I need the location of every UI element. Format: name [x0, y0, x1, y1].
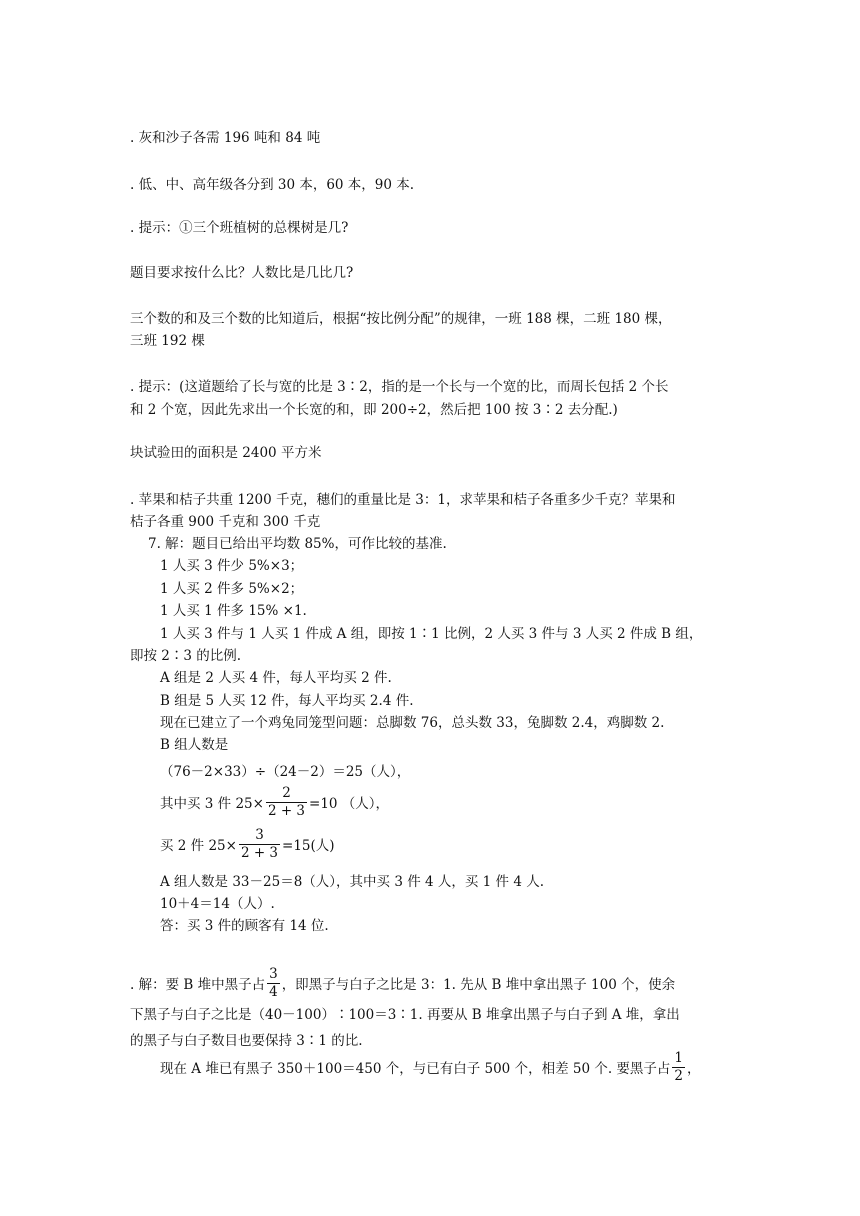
solution-line: A 组人数是 33－25＝8（人），其中买 3 件 4 人，买 1 件 4 人.	[160, 874, 545, 890]
text: 买 2 件 25×	[160, 838, 237, 854]
fraction-line	[160, 787, 389, 822]
fraction	[266, 785, 307, 820]
solution-line: 现在已建立了一个鸡兔同笼型问题：总脚数 76，总头数 33，兔脚数 2.4，鸡脚数 2.	[160, 715, 665, 731]
fraction-line	[130, 968, 675, 1003]
denominator: 2 + 3	[267, 803, 306, 819]
fraction-line	[160, 829, 335, 864]
answer-line: . 苹果和桔子共重 1200 千克，穗们的重量比是 3：1，求苹果和桔子各重多少千克？苹果和	[130, 492, 676, 508]
answer-line: 三个数的和及三个数的比知道后，根据“按比例分配”的规律，一班 188 棵，二班 180 棵，	[130, 311, 672, 327]
solution-line: 1 人买 2 件多 5%×2；	[160, 581, 304, 597]
answer-line: 和 2 个宽，因此先求出一个长宽的和，即 200÷2，然后把 100 按 3∶2 去分配.)	[130, 402, 618, 418]
solution-line: （76－2×33）÷（24－2）＝25（人），	[160, 764, 411, 780]
solution-line: 10＋4＝14（人）.	[160, 896, 275, 912]
solution-line: B 组是 5 人买 12 件，每人平均买 2.4 件.	[160, 693, 414, 709]
solution-line: 7. 解：题目已给出平均数 85%，可作比较的基准.	[148, 536, 447, 552]
text: 现在 A 堆已有黑子 350＋100＝450 个，与已有白子 500 个，相差 50 个. 要黑子占	[160, 1061, 671, 1077]
solution-line: 答：买 3 件的顾客有 14 位.	[160, 918, 329, 934]
solution-line: B 组人数是	[160, 737, 229, 753]
denominator: 2	[674, 1068, 684, 1084]
solution-line: 1 人买 3 件少 5%×3；	[160, 558, 304, 574]
numerator: 3	[269, 966, 278, 982]
numerator: 3	[239, 827, 280, 845]
numerator: 1	[674, 1050, 684, 1066]
text: ，	[687, 1061, 701, 1077]
text: . 解：要 B 堆中黑子占	[130, 977, 266, 993]
answer-line: 三班 192 棵	[130, 333, 205, 349]
numerator: 2	[266, 785, 307, 803]
answer-line: 桔子各重 900 千克和 300 千克	[130, 514, 321, 530]
text: 其中买 3 件 25×	[160, 796, 264, 812]
fraction	[267, 966, 280, 1001]
fraction	[672, 1050, 685, 1085]
denominator: 4	[269, 984, 278, 1000]
answer-line: . 提示：①三个班植树的总棵树是几?	[130, 220, 349, 236]
answer-line: . 低、中、高年级各分到 30 本，60 本，90 本.	[130, 177, 415, 193]
solution-line: 1 人买 3 件与 1 人买 1 件成 A 组，即按 1∶1 比例，2 人买 3 件与 3 人买 2 件成 B 组，	[160, 626, 703, 642]
answer-line: 块试验田的面积是 2400 平方米	[130, 445, 322, 461]
answer-line: . 提示：(这道题给了长与宽的比是 3∶2，指的是一个长与一个宽的比，而周长包括 2 个长	[130, 379, 669, 395]
text: =15(人)	[282, 838, 335, 854]
solution-line: A 组是 2 人买 4 件，每人平均买 2 件.	[160, 670, 392, 686]
fraction-line	[160, 1052, 701, 1087]
denominator: 2 + 3	[240, 845, 279, 861]
text: ，即黑子与白子之比是 3：1. 先从 B 堆中拿出黑子 100 个，使余	[281, 977, 676, 993]
fraction	[239, 827, 280, 862]
text: =10 （人），	[309, 796, 390, 812]
solution-line: 的黑子与白子数目也要保持 3∶1 的比.	[130, 1033, 363, 1049]
solution-line: 下黑子与白子之比是（40－100）∶100＝3∶1. 再要从 B 堆拿出黑子与白子到 A 堆，拿出	[130, 1007, 680, 1023]
solution-line: 即按 2∶3 的比例.	[130, 648, 242, 664]
answer-line: . 灰和沙子各需 196 吨和 84 吨	[130, 130, 321, 146]
answer-line: 题目要求按什么比？人数比是几比几?	[130, 265, 354, 281]
solution-line: 1 人买 1 件多 15% ×1.	[160, 603, 307, 619]
